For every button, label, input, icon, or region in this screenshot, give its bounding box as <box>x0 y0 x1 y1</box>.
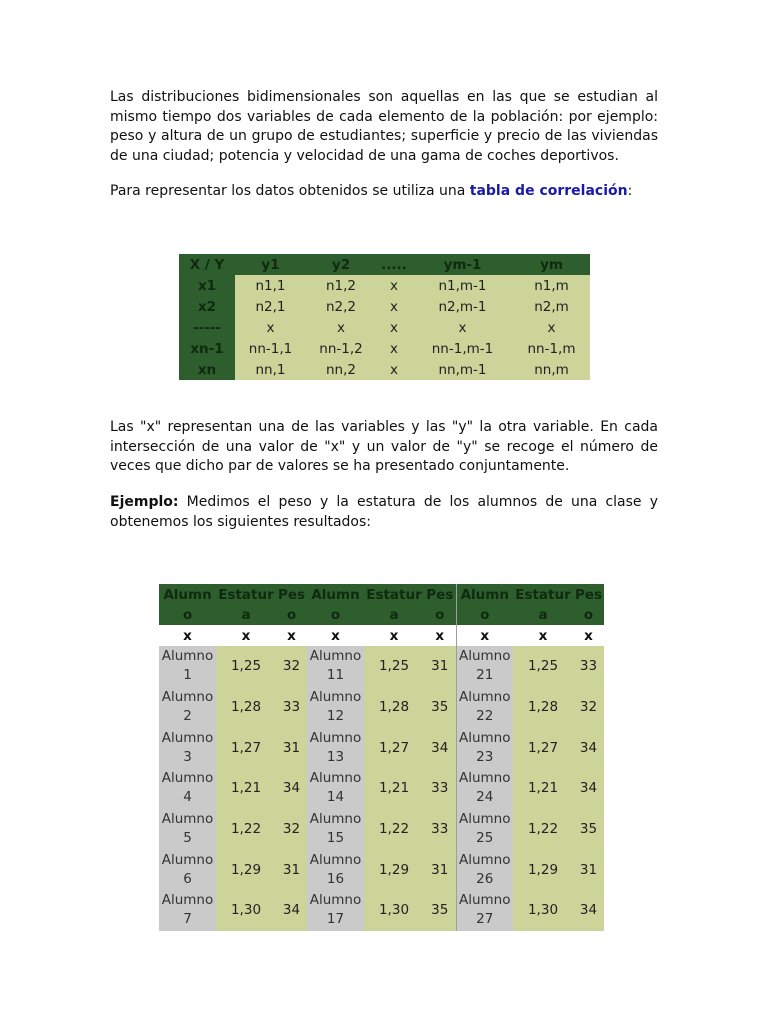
student-name-cell: Alumno 11 <box>307 646 364 687</box>
header-cell: Peso <box>276 584 307 625</box>
table-cell: n1,m-1 <box>412 275 513 296</box>
header-cell: Estatura <box>216 584 276 625</box>
table-row <box>159 890 604 931</box>
table-cell: 1,28 <box>216 687 276 728</box>
table-cell: 34 <box>573 727 604 768</box>
row-header: xn <box>179 359 235 380</box>
row-header: ----- <box>179 317 235 338</box>
intro-paragraph: Las distribuciones bidimensionales son aquellas en las que se estudian al mismo tiempo dos variables de cada elemento de la población: por ejemplo: peso y altura de un grupo de estudiantes; superficie y precio de las viviendas de una ciudad; potencia y velocidad de una gama de coches deportivos. <box>110 89 658 164</box>
student-name-cell: Alumno 26 <box>456 849 513 890</box>
student-name-cell: Alumno 21 <box>456 646 513 687</box>
header-cell: y2 <box>306 254 376 275</box>
table-cell: x <box>376 338 412 359</box>
table-row <box>159 687 604 728</box>
table-cell: 1,29 <box>513 849 573 890</box>
student-name-cell: Alumno 27 <box>456 890 513 931</box>
students-header-row <box>159 584 604 625</box>
table-row <box>179 275 590 296</box>
table-cell: nn,m-1 <box>412 359 513 380</box>
table-cell: 1,21 <box>364 768 424 809</box>
student-name-cell: Alumno 17 <box>307 890 364 931</box>
marker-cell: x <box>307 625 364 646</box>
table-cell: 31 <box>424 646 456 687</box>
table-cell: 1,22 <box>364 809 424 850</box>
table-cell: n2,2 <box>306 296 376 317</box>
table-cell: 33 <box>424 768 456 809</box>
table-cell: nn-1,1 <box>235 338 306 359</box>
table-cell: 31 <box>276 849 307 890</box>
variable-marker-row <box>159 625 604 646</box>
table-cell: 33 <box>573 646 604 687</box>
table-cell: x <box>412 317 513 338</box>
table-row <box>179 338 590 359</box>
header-cell: y1 <box>235 254 306 275</box>
header-cell: Alumno <box>307 584 364 625</box>
student-name-cell: Alumno 4 <box>159 768 216 809</box>
table-row <box>179 296 590 317</box>
header-cell: ..... <box>376 254 412 275</box>
table-cell: 34 <box>573 768 604 809</box>
marker-cell: x <box>573 625 604 646</box>
marker-cell: x <box>159 625 216 646</box>
table-cell: 1,29 <box>364 849 424 890</box>
table-cell: 34 <box>573 890 604 931</box>
table-cell: 1,21 <box>216 768 276 809</box>
student-name-cell: Alumno 23 <box>456 727 513 768</box>
row-header: xn-1 <box>179 338 235 359</box>
marker-cell: x <box>513 625 573 646</box>
table-cell: nn-1,m-1 <box>412 338 513 359</box>
table-cell: n1,1 <box>235 275 306 296</box>
header-cell: Estatura <box>513 584 573 625</box>
row-header: x1 <box>179 275 235 296</box>
correlation-table-link[interactable]: tabla de correlación <box>469 183 628 199</box>
student-name-cell: Alumno 13 <box>307 727 364 768</box>
header-cell: Estatura <box>364 584 424 625</box>
table-cell: nn,2 <box>306 359 376 380</box>
table-cell: nn,m <box>513 359 590 380</box>
table-cell: x <box>376 275 412 296</box>
intro-paragraph-2 <box>110 182 658 202</box>
table-cell: 32 <box>276 809 307 850</box>
student-name-cell: Alumno 3 <box>159 727 216 768</box>
student-name-cell: Alumno 2 <box>159 687 216 728</box>
table-cell: 1,27 <box>513 727 573 768</box>
table-cell: 1,21 <box>513 768 573 809</box>
table-row <box>159 849 604 890</box>
student-name-cell: Alumno 12 <box>307 687 364 728</box>
table-cell: 32 <box>573 687 604 728</box>
intro-colon: : <box>627 183 633 199</box>
table-cell: 35 <box>424 687 456 728</box>
table-cell: 31 <box>573 849 604 890</box>
table-cell: 31 <box>276 727 307 768</box>
table-cell: 1,22 <box>513 809 573 850</box>
table-cell: 1,25 <box>513 646 573 687</box>
table-cell: nn-1,2 <box>306 338 376 359</box>
student-name-cell: Alumno 16 <box>307 849 364 890</box>
marker-cell: x <box>216 625 276 646</box>
table-cell: 34 <box>424 727 456 768</box>
table-cell: n2,m <box>513 296 590 317</box>
table-cell: n1,2 <box>306 275 376 296</box>
header-cell: X / Y <box>179 254 235 275</box>
student-name-cell: Alumno 5 <box>159 809 216 850</box>
student-name-cell: Alumno 14 <box>307 768 364 809</box>
table-cell: n2,m-1 <box>412 296 513 317</box>
correlation-table <box>179 254 590 380</box>
students-table <box>159 584 604 931</box>
table-cell: 33 <box>424 809 456 850</box>
table-cell: 1,30 <box>216 890 276 931</box>
table-cell: 1,27 <box>216 727 276 768</box>
intro-text: Para representar los datos obtenidos se utiliza una <box>110 183 470 199</box>
table-cell: 33 <box>276 687 307 728</box>
table-cell: 1,27 <box>364 727 424 768</box>
marker-cell: x <box>364 625 424 646</box>
table-cell: 1,28 <box>513 687 573 728</box>
explanation-paragraph: Las "x" representan una de las variables y las "y" la otra variable. En cada intersección de una valor de "x" y un valor de "y" se recoge el número de veces que dicho par de valores se ha presentado conjuntamente. <box>110 419 658 474</box>
marker-cell: x <box>424 625 456 646</box>
header-cell: ym <box>513 254 590 275</box>
table-cell: x <box>376 296 412 317</box>
table-cell: x <box>235 317 306 338</box>
student-name-cell: Alumno 22 <box>456 687 513 728</box>
table-cell: x <box>376 317 412 338</box>
table-cell: n1,m <box>513 275 590 296</box>
table-row <box>179 359 590 380</box>
table-cell: 1,25 <box>216 646 276 687</box>
example-text: Medimos el peso y la estatura de los alumnos de una clase y obtenemos los siguientes resultados: <box>110 494 658 530</box>
table-row <box>159 809 604 850</box>
header-cell: Alumno <box>456 584 513 625</box>
table-row <box>159 646 604 687</box>
header-cell: ym-1 <box>412 254 513 275</box>
table-row <box>179 317 590 338</box>
student-name-cell: Alumno 24 <box>456 768 513 809</box>
table-cell: 1,29 <box>216 849 276 890</box>
table-cell: 35 <box>424 890 456 931</box>
table-cell: 1,30 <box>513 890 573 931</box>
table-cell: x <box>376 359 412 380</box>
correlation-header-row <box>179 254 590 275</box>
student-name-cell: Alumno 7 <box>159 890 216 931</box>
header-cell: Peso <box>424 584 456 625</box>
table-cell: 35 <box>573 809 604 850</box>
table-cell: 1,28 <box>364 687 424 728</box>
table-cell: nn,1 <box>235 359 306 380</box>
table-cell: x <box>513 317 590 338</box>
example-paragraph <box>110 493 658 532</box>
table-cell: 34 <box>276 768 307 809</box>
example-label: Ejemplo: <box>110 494 179 510</box>
table-cell: 1,30 <box>364 890 424 931</box>
student-name-cell: Alumno 15 <box>307 809 364 850</box>
table-cell: 31 <box>424 849 456 890</box>
row-header: x2 <box>179 296 235 317</box>
table-cell: 1,22 <box>216 809 276 850</box>
header-cell: Peso <box>573 584 604 625</box>
table-cell: n2,1 <box>235 296 306 317</box>
table-row <box>159 727 604 768</box>
student-name-cell: Alumno 25 <box>456 809 513 850</box>
marker-cell: x <box>276 625 307 646</box>
student-name-cell: Alumno 6 <box>159 849 216 890</box>
table-cell: x <box>306 317 376 338</box>
table-cell: nn-1,m <box>513 338 590 359</box>
header-cell: Alumno <box>159 584 216 625</box>
table-cell: 1,25 <box>364 646 424 687</box>
table-cell: 34 <box>276 890 307 931</box>
student-name-cell: Alumno 1 <box>159 646 216 687</box>
table-cell: 32 <box>276 646 307 687</box>
marker-cell: x <box>456 625 513 646</box>
table-row <box>159 768 604 809</box>
